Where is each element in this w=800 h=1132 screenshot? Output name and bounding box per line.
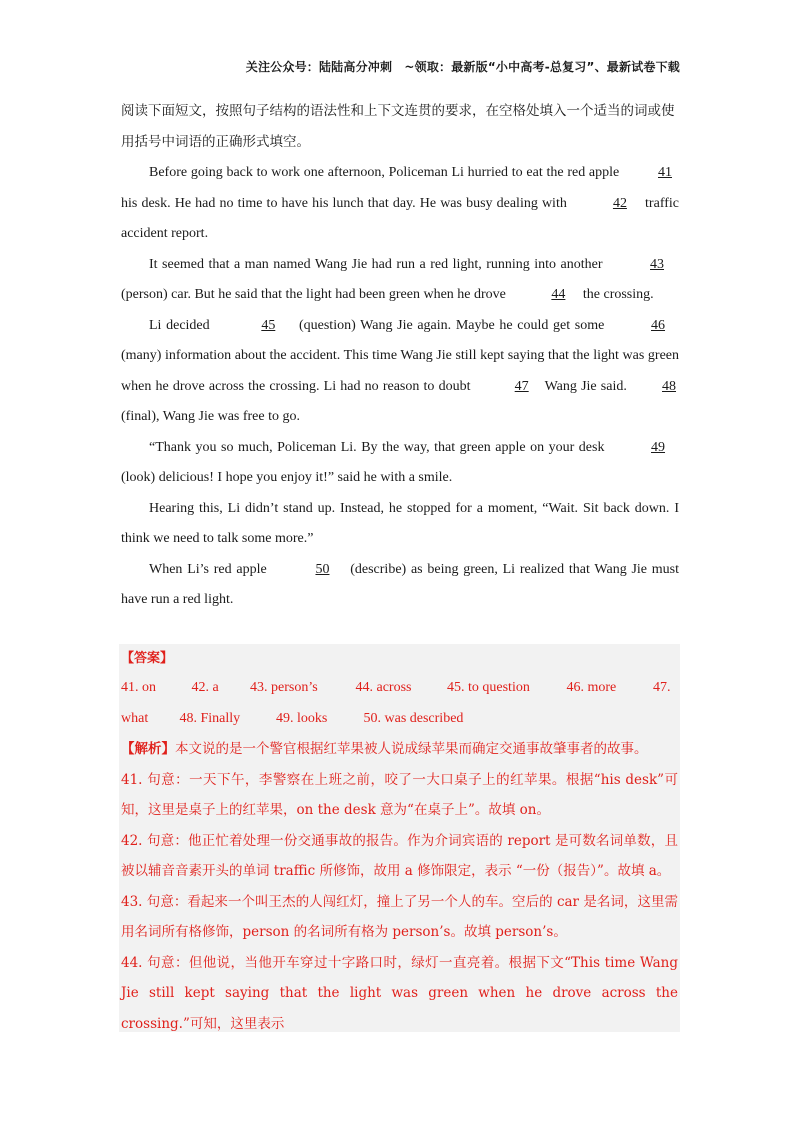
text: (describe) as being green, Li realized that Wang Jie must have run a red light.: [121, 561, 680, 607]
text: (look) delicious! I hope you enjoy it!” said he with a smile.: [121, 470, 453, 485]
blank-46: 46: [651, 317, 666, 333]
answer-item: 45. to question: [447, 680, 530, 695]
answer-item: 47.: [653, 680, 671, 695]
text: (question) Wang Jie again. Maybe he could get some: [298, 317, 605, 333]
answer-item: 43. person’s: [250, 680, 318, 695]
answer-item: 49. looks: [276, 711, 328, 726]
answer-item: 46. more: [566, 680, 617, 695]
answer-item: 50. was described: [363, 711, 464, 726]
blank-42: 42: [612, 195, 627, 211]
explanation-44: 44. 句意：但他说，当他开车穿过十字路口时，绿灯一直亮着。根据下文“This time Wang Jie still kept saying that the light was green when he drove across the crossing.”可知，这里表示: [121, 954, 678, 1032]
answer-item: what: [121, 711, 149, 726]
text: It seemed that a man named Wang Jie had run a red light, running into another: [149, 256, 603, 272]
paragraph-1: [121, 158, 679, 250]
answer-item: 42. a: [191, 680, 219, 695]
blank-48: 48: [662, 378, 677, 394]
paragraph-4: [121, 433, 679, 494]
text: When Li’s red apple: [149, 561, 267, 577]
text: (many) information about the accident. This time Wang Jie still kept saying that the light was green when he drove across the crossing. Li had no reason to doubt: [121, 348, 679, 394]
text: (final), Wang Jie was free to go.: [121, 409, 300, 424]
answer-row-2: [121, 703, 678, 734]
paragraph-3: [121, 311, 679, 433]
explanation-41: 41. 句意：一天下午，李警察在上班之前，咬了一大口桌子上的红苹果。根据“his desk”可知，这里是桌子上的红苹果，on the desk 意为“在桌子上”。故填 on。: [121, 771, 678, 818]
answer-item: 44. across: [355, 680, 412, 695]
text: traffic accident report.: [121, 195, 679, 241]
answer-item: 48. Finally: [179, 711, 241, 726]
text: his desk. He had no time to have his lunch that day. He was busy dealing with: [121, 195, 567, 211]
text: Before going back to work one afternoon, Policeman Li hurried to eat the red apple: [149, 165, 620, 180]
blank-45: 45: [261, 317, 276, 333]
analysis-text: 本文说的是一个警官根据红苹果被人说成绿苹果而确定交通事故肇事者的故事。: [175, 741, 648, 757]
text: the crossing.: [582, 287, 654, 302]
blank-43: 43: [650, 256, 665, 272]
text: (person) car. But he said that the light had been green when he drove: [121, 287, 506, 302]
text: “Thank you so much, Policeman Li. By the way, that green apple on your desk: [149, 439, 605, 455]
blank-41: 41: [658, 165, 672, 180]
instructions: 阅读下面短文，按照句子结构的语法性和上下文连贯的要求，在空格处填入一个适当的词或使用括号中词语的正确形式填空。: [121, 103, 675, 150]
analysis-label: 【解析】: [121, 741, 175, 757]
answer-section: [119, 644, 680, 1032]
paragraph-5: Hearing this, Li didn’t stand up. Instead, he stopped for a moment, “Wait. Sit back down. I think we need to talk some more.”: [121, 500, 679, 546]
exercise-body: [121, 96, 679, 616]
text: Li decided: [149, 317, 210, 333]
answer-row-1: [121, 672, 678, 703]
answer-label: 【答案】: [121, 651, 174, 666]
paragraph-6: [121, 555, 679, 616]
blank-49: 49: [651, 439, 666, 455]
blank-47: 47: [514, 378, 529, 394]
paragraph-2: [121, 250, 679, 311]
analysis-intro: [121, 734, 678, 765]
blank-50: 50: [315, 561, 330, 577]
explanation-42: 42. 句意：他正忙着处理一份交通事故的报告。作为介词宾语的 report 是可数名词单数，且被以辅音音素开头的单词 traffic 所修饰，故用 a 修饰限定，表示 “一份（报告）”。故填 a。: [121, 832, 678, 879]
page-header: 关注公众号：陆陆高分冲刺 ~领取：最新版“小中高考-总复习”、最新试卷下载: [245, 60, 680, 74]
blank-44: 44: [551, 287, 566, 302]
explanation-43: 43. 句意：看起来一个叫王杰的人闯红灯，撞上了另一个人的车。空后的 car 是名词，这里需用名词所有格修饰，person 的名词所有格为 person’s。故填 person’s。: [121, 893, 678, 940]
text: Wang Jie said.: [544, 378, 627, 394]
answer-item: 41. on: [121, 680, 156, 695]
